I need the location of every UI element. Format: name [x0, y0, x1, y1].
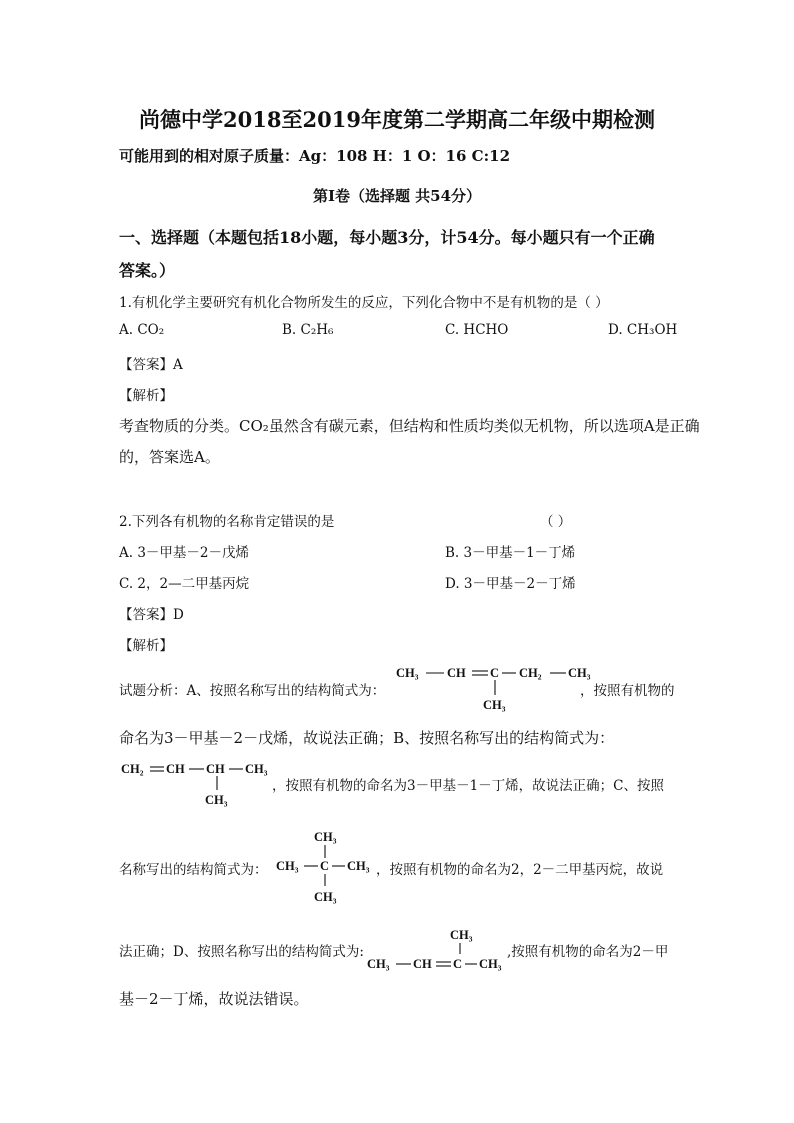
struct-d-group-4: CH₃ [479, 957, 502, 971]
q1-analysis-line1: 考查物质的分类。CO₂虽然含有碳元素，但结构和性质均类似无机物，所以选项A是正确 [119, 417, 700, 435]
structure-d [364, 923, 509, 975]
q2-analysis-a-text2: ，按照有机物的 [580, 683, 675, 699]
struct-c-bottom: CH₃ [314, 890, 337, 904]
struct-d-group-1: CH₃ [367, 957, 390, 971]
q2-analysis-d-text3: 基－2－丁烯，故说法错误。 [119, 990, 309, 1008]
struct-a-group-1: CH₃ [396, 666, 419, 680]
struct-b-group-3: CH [206, 762, 225, 776]
q2-option-d: D. 3－甲基－2－丁烯 [445, 576, 576, 592]
q2-option-b: B. 3－甲基－1－丁烯 [445, 545, 576, 561]
q2-option-c: C. 2，2—二甲基丙烷 [119, 576, 250, 592]
q2-bracket: （ ） [540, 514, 572, 530]
struct-c-top: CH₃ [314, 830, 337, 844]
q1-analysis-label: 【解析】 [119, 388, 173, 404]
section-title: 第Ⅰ卷（选择题 共54分） [312, 187, 482, 205]
q1-option-b: B. C₂H₆ [282, 322, 334, 338]
structure-b [119, 757, 274, 809]
struct-a-group-4: CH₂ [519, 666, 542, 680]
struct-d-top: CH₃ [450, 928, 473, 942]
q1-option-d: D. CH₃OH [608, 322, 678, 338]
struct-b-group-2: CH [166, 762, 185, 776]
q1-analysis-line2: 的，答案选A。 [119, 448, 220, 466]
struct-c-group-2: C [320, 859, 330, 873]
q2-analysis-d-text1: 法正确；D、按照名称写出的结构简式为: [119, 944, 364, 960]
structure-a [392, 660, 591, 714]
exam-title: 尚德中学2018至2019年度第二学期高二年级中期检测 [139, 107, 655, 132]
q2-analysis-c-text2: ，按照有机物的命名为2，2－二甲基丙烷，故说 [376, 862, 664, 878]
q2-answer: 【答案】D [119, 607, 184, 623]
struct-a-branch: CH₃ [483, 698, 506, 712]
part-heading-line2: 答案。） [119, 261, 176, 280]
q1-answer: 【答案】A [119, 357, 183, 373]
struct-b-branch: CH₃ [205, 793, 228, 807]
q2-analysis-c-text1: 名称写出的结构简式为： [119, 862, 268, 878]
struct-c-group-3: CH₃ [347, 859, 370, 873]
struct-b-group-1: CH₂ [121, 762, 144, 776]
struct-a-group-3: C [490, 666, 500, 680]
q1-option-c: C. HCHO [445, 322, 509, 338]
q2-option-a: A. 3－甲基－2－戊烯 [119, 545, 250, 561]
struct-c-group-1: CH₃ [276, 859, 299, 873]
q2-analysis-label: 【解析】 [119, 638, 173, 654]
struct-a-group-5: CH₃ [568, 666, 591, 680]
atomic-mass-line: 可能用到的相对原子质量：Ag：108 H：1 O：16 C:12 [119, 147, 511, 165]
struct-a-group-2: CH [447, 666, 466, 680]
q1-option-a: A. CO₂ [119, 322, 165, 338]
q2-analysis-b-text1: ，按照有机物的命名为3－甲基－1－丁烯，故说法正确；C、按照 [272, 778, 665, 794]
part-heading-line1: 一、选择题（本题包括18小题，每小题3分，计54分。每小题只有一个正确 [119, 228, 655, 247]
q2-analysis-d-text2: ,按照有机物的命名为2－甲 [507, 944, 669, 960]
structure-c [272, 826, 377, 906]
q1-stem: 1.有机化学主要研究有机化合物所发生的反应，下列化合物中不是有机物的是（ ） [119, 295, 609, 311]
q2-analysis-a-text3: 命名为3－甲基－2－戊烯，故说法正确；B、按照名称写出的结构简式为： [119, 729, 615, 747]
q2-stem: 2.下列各有机物的名称肯定错误的是 [119, 514, 335, 530]
struct-d-group-3: C [453, 957, 463, 971]
q2-analysis-a-text1: 试题分析：A、按照名称写出的结构简式为： [119, 683, 386, 699]
struct-b-group-4: CH₃ [245, 762, 268, 776]
struct-d-group-2: CH [413, 957, 432, 971]
